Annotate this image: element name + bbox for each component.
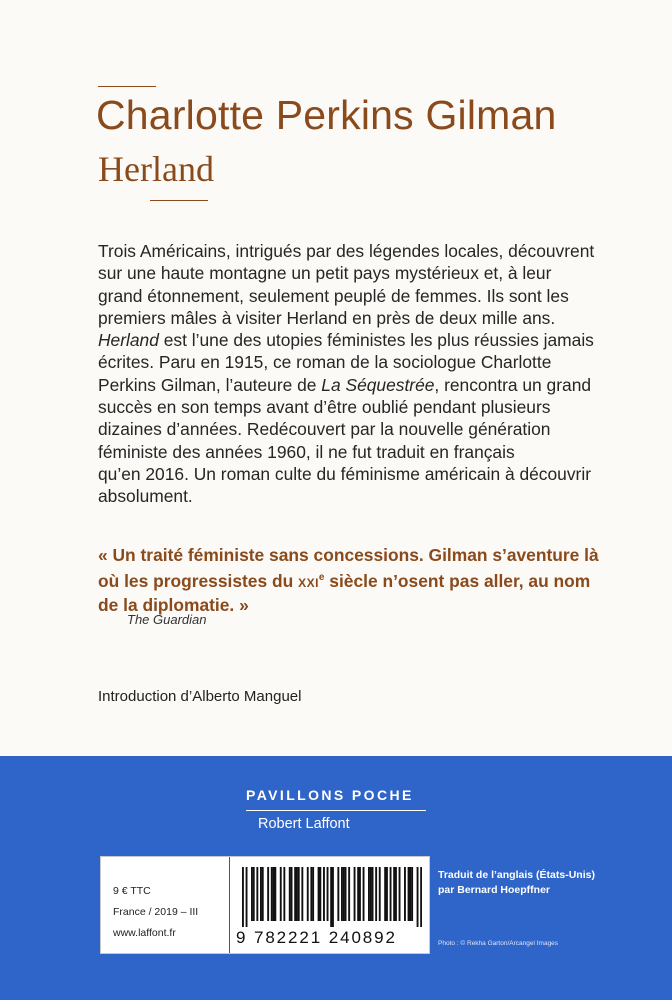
quote-line [98, 567, 648, 594]
price-info [113, 881, 198, 944]
blurb-text: grand étonnement, seulement peuplé de femmes. Ils sont les [98, 285, 569, 306]
blurb-text: féministe des années 1960, il ne fut traduit en français [98, 441, 515, 462]
barcode [229, 857, 430, 953]
blurb-text: premiers mâles à visiter Herland en près de deux mille ans. [98, 307, 556, 328]
barcode-bar [357, 867, 359, 921]
blurb-text: dizaines d’années. Redécouvert par la nouvelle génération [98, 419, 551, 440]
introduction-credit: Introduction d’Alberto Manguel [98, 688, 302, 705]
blurb-line [98, 485, 642, 507]
quote-text: siècle n’osent pas aller, au nom [324, 570, 591, 591]
barcode-bar [372, 867, 374, 921]
barcode-bar [246, 867, 248, 927]
blurb-text: Perkins Gilman, l’auteure de [98, 374, 322, 395]
blurb-text: succès en son temps avant d’être oublié pendant plusieurs [98, 397, 551, 418]
barcode-bar [267, 867, 269, 921]
blurb-text: absolument. [98, 486, 193, 507]
blurb-line [98, 374, 642, 396]
isbn-number: 9 782221 240892 [236, 928, 397, 947]
barcode-bar [291, 867, 293, 921]
barcode-bar [253, 867, 255, 921]
barcode-bar [417, 867, 419, 927]
blurb-text: Trois Américains, intrigués par des légendes locales, découvrent [98, 241, 595, 261]
quote-source: The Guardian [127, 612, 207, 627]
barcode-bars [242, 867, 422, 927]
barcode-bar [310, 867, 312, 921]
barcode-bar [399, 867, 401, 921]
barcode-bar [318, 867, 320, 921]
italic-title: Herland [98, 330, 159, 351]
barcode-bar [368, 867, 370, 921]
blurb-paragraph [98, 240, 642, 508]
century-superscript: e [318, 571, 325, 583]
barcode-bar [337, 867, 339, 921]
barcode-bar [411, 867, 413, 921]
barcode-bar [379, 867, 381, 921]
blurb-text: , rencontra un grand [434, 374, 592, 395]
collection-name: PAVILLONS POCHE [246, 787, 414, 803]
barcode-bar [298, 867, 300, 921]
blurb-line [98, 307, 642, 329]
barcode-bar [354, 867, 356, 921]
blurb-line [98, 262, 642, 284]
website: www.laffont.fr [113, 927, 176, 939]
barcode-bar [343, 867, 345, 921]
blurb-line [98, 418, 642, 440]
price-barcode-box [100, 856, 430, 954]
barcode-bar [386, 867, 388, 921]
barcode-bar [341, 867, 343, 921]
photo-credit: Photo : © Rekha Garton/Arcangel Images [438, 940, 559, 947]
barcode-bar [280, 867, 282, 921]
author-name: Charlotte Perkins Gilman [96, 92, 557, 138]
barcode-bar [390, 867, 392, 921]
barcode-bar [294, 867, 296, 921]
barcode-bar [260, 867, 262, 921]
blurb-line [98, 351, 642, 373]
barcode-bar [332, 867, 334, 927]
barcode-bar [370, 867, 372, 921]
barcode-bar [409, 867, 411, 921]
italic-title: La Séquestrée [321, 374, 435, 395]
barcode-bar [283, 867, 285, 921]
barcode-bar [327, 867, 329, 921]
translation-credit [438, 868, 595, 897]
translation-line: Traduit de l’anglais (États-Unis) [438, 869, 595, 881]
barcode-bar [375, 867, 377, 921]
barcode-bar [312, 867, 314, 921]
barcode-bar [359, 867, 361, 921]
barcode-bar [319, 867, 321, 921]
barcode-bar [393, 867, 395, 921]
blurb-text: sur une haute montagne un petit pays mystérieux et, à leur [98, 263, 552, 284]
barcode-bar [271, 867, 273, 921]
barcode-bar [256, 867, 258, 921]
collection-divider [246, 810, 426, 811]
barcode-bar [348, 867, 350, 921]
blurb-line [98, 329, 642, 351]
translator-name: par Bernard Hoepffner [438, 883, 551, 896]
barcode-bar [274, 867, 276, 921]
quote-line: « Un traité féministe sans concessions. Gilman s’aventure là [98, 545, 599, 565]
barcode-bar [296, 867, 298, 921]
blurb-line [98, 285, 642, 307]
barcode-bar [384, 867, 386, 921]
barcode-bar [301, 867, 303, 921]
quote-text: où les progressistes du [98, 570, 299, 591]
blurb-line [98, 396, 642, 418]
barcode-bar [395, 867, 397, 921]
barcode-bar [307, 867, 309, 921]
blurb-text: écrites. Paru en 1915, ce roman de la sociologue Charlotte [98, 352, 552, 373]
publisher-name: Robert Laffont [258, 816, 350, 832]
blurb-line [98, 441, 642, 463]
barcode-bar [420, 867, 422, 927]
barcode-bar [408, 867, 410, 921]
barcode-bar [273, 867, 275, 921]
barcode-bar [345, 867, 347, 921]
book-title: Herland [98, 149, 214, 189]
barcode-bar [262, 867, 264, 921]
blurb-text: qu’en 2016. Un roman culte du féminisme américain à découvrir [98, 463, 591, 484]
blurb-text: est l’une des utopies féministes les plus réussies jamais [158, 330, 594, 351]
price: 9 € TTC [113, 885, 151, 897]
century-numeral: XXI [298, 575, 319, 590]
press-quote [98, 544, 648, 617]
barcode-bar [251, 867, 253, 921]
bottom-rule [150, 200, 208, 201]
barcode-bar [330, 867, 332, 927]
barcode-bar [404, 867, 406, 921]
blurb-line [98, 463, 642, 485]
top-rule [98, 86, 156, 87]
barcode-bar [323, 867, 325, 921]
blurb-line [98, 240, 642, 262]
quote-line: de la diplomatie. » [98, 594, 249, 615]
barcode-bar [363, 867, 365, 921]
barcode-bar [242, 867, 244, 927]
barcode-bar [289, 867, 291, 921]
edition: France / 2019 – III [113, 906, 199, 918]
